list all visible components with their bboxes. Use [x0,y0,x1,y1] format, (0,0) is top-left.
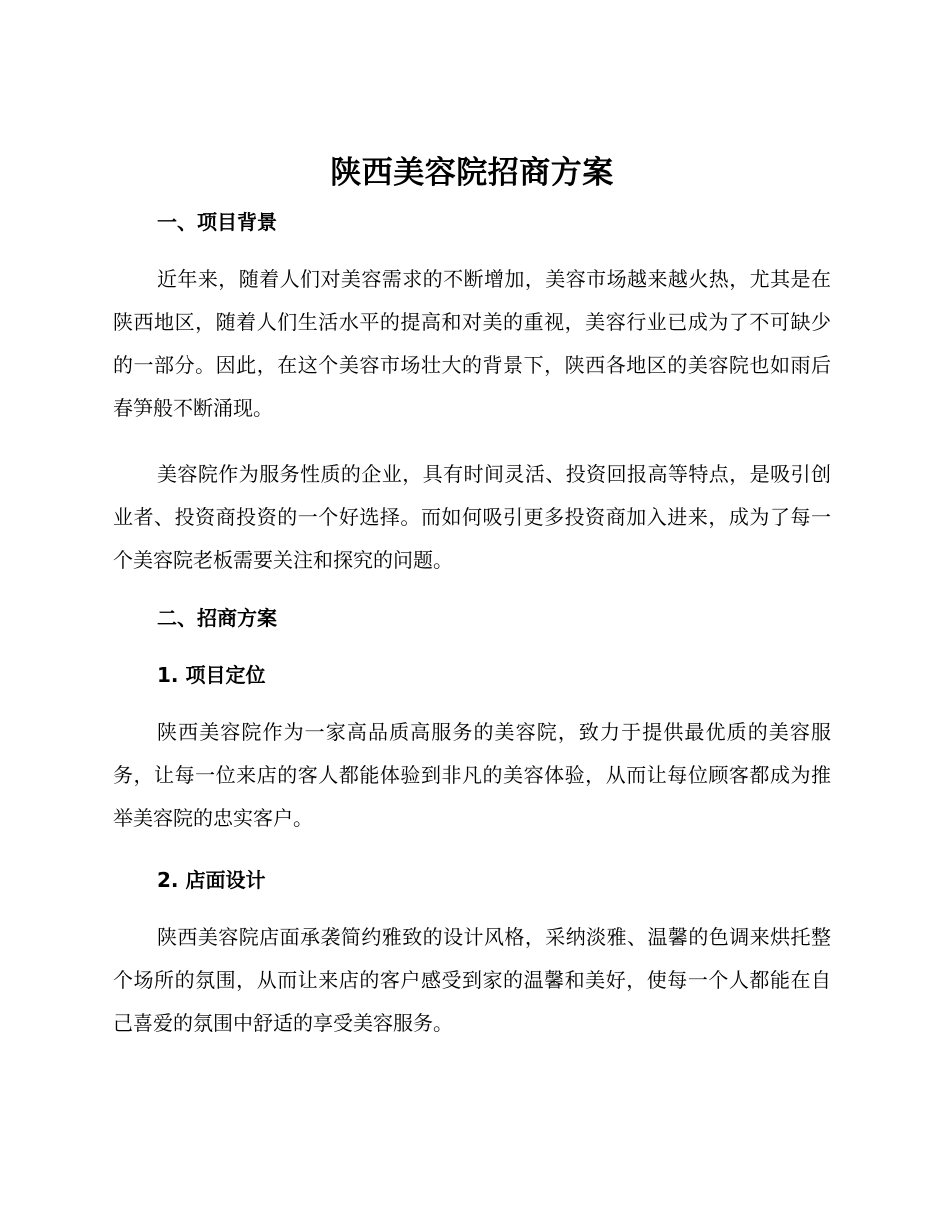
subheading-positioning: 1. 项目定位 [157,663,266,687]
section-heading-plan: 二、招商方案 [157,606,277,630]
paragraph-background-1: 近年来，随着人们对美容需求的不断增加，美容市场越来越火热，尤其是在陕西地区，随着人们生活水平的提高和对美的重视，美容行业已成为了不可缺少的一部分。因此，在这个美容市场壮大的背景下，陕西各地区的美容院也如雨后春笋般不断涌现。 [113,267,831,420]
subheading-store-design: 2. 店面设计 [157,868,266,892]
paragraph-store-design: 陕西美容院店面承袭简约雅致的设计风格，采纳淡雅、温馨的色调来烘托整个场所的氛围，从而让来店的客户感受到家的温馨和美好，使每一个人都能在自己喜爱的氛围中舒适的享受美容服务。 [113,925,831,1035]
document-title: 陕西美容院招商方案 [330,155,614,191]
paragraph-background-2: 美容院作为服务性质的企业，具有时间灵活、投资回报高等特点，是吸引创业者、投资商投资的一个好选择。而如何吸引更多投资商加入进来，成为了每一个美容院老板需要关注和探究的问题。 [113,462,831,572]
paragraph-positioning: 陕西美容院作为一家高品质高服务的美容院，致力于提供最优质的美容服务，让每一位来店的客人都能体验到非凡的美容体验，从而让每位顾客都成为推举美容院的忠实客户。 [113,720,831,830]
section-heading-background: 一、项目背景 [157,210,277,234]
